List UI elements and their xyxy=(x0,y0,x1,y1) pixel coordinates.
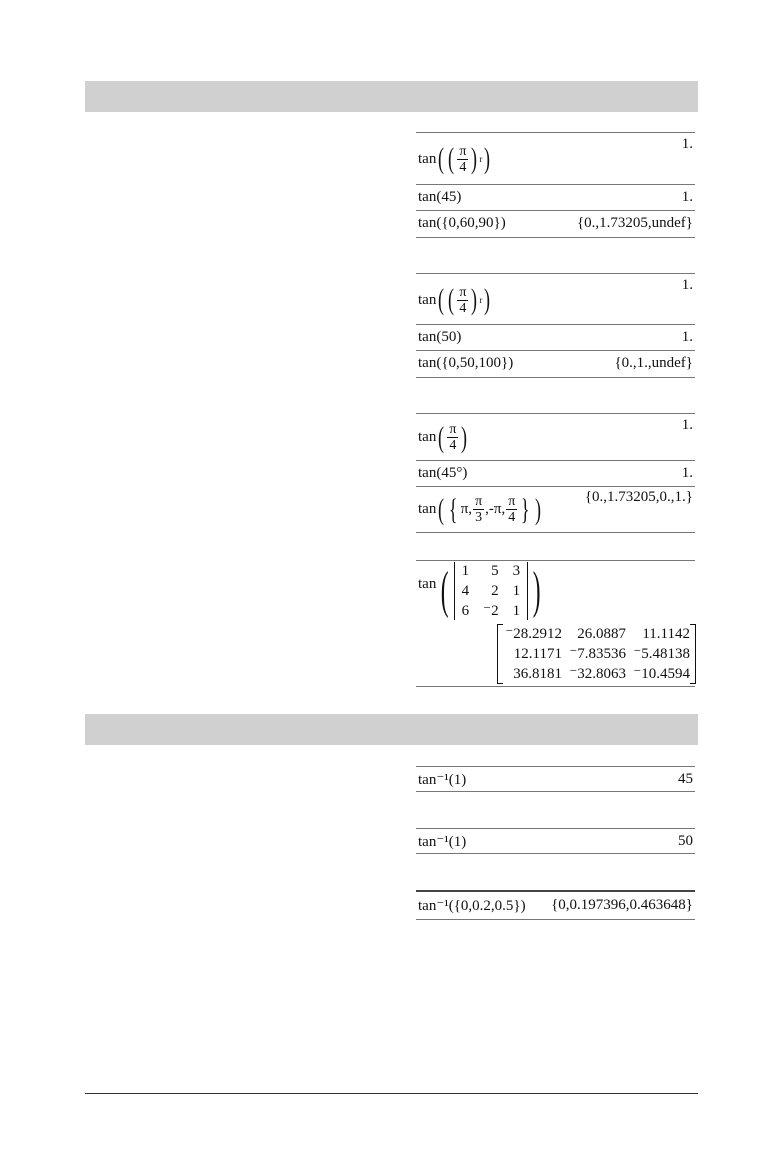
result: {0.,1.73205,0.,1.} xyxy=(584,489,693,505)
result: 1. xyxy=(681,417,693,433)
section-header-tan xyxy=(85,81,698,112)
matrix-cell: 5 xyxy=(491,563,499,579)
calc-row xyxy=(416,325,695,350)
calc-row xyxy=(416,134,695,184)
expression: tan ( ( $\frac{\pi}{4}$ ) r ) xyxy=(418,283,491,316)
rule xyxy=(416,919,695,920)
calc-row xyxy=(416,562,695,622)
expression: tan⁻¹({0,0.2,0.5}) xyxy=(418,897,526,914)
rule xyxy=(416,532,695,533)
expression: tan(45) xyxy=(418,189,462,205)
expression: tan ( { π, $\frac{\pi}{3}$ ,-π, $\frac{\pi}{4}$ } ) xyxy=(418,492,541,526)
rule xyxy=(416,560,695,561)
matrix-cell: 1 xyxy=(512,603,521,619)
calc-row xyxy=(416,892,695,918)
calc-row xyxy=(416,487,695,532)
expression: tan ( 1 5 3 4 2 1 6 ⁻2 1 ) xyxy=(418,562,545,622)
rule xyxy=(416,273,695,274)
matrix-cell: 3 xyxy=(512,563,521,579)
matrix-cell: 1 xyxy=(461,563,470,579)
matrix-cell: 1 xyxy=(512,583,521,599)
result: 1. xyxy=(681,277,693,293)
rule xyxy=(416,686,695,687)
rule xyxy=(416,377,695,378)
matrix-cell: 11.1142 xyxy=(642,626,690,642)
matrix-cell: ⁻28.2912 xyxy=(505,626,562,642)
matrix-cell: 2 xyxy=(491,583,499,599)
result: 50 xyxy=(678,832,693,849)
result: {0.,1.,undef} xyxy=(614,355,693,371)
section-header-arctan xyxy=(85,714,698,745)
footer-rule xyxy=(85,1093,698,1094)
matrix-cell: 36.8181 xyxy=(513,666,562,682)
expression: tan(50) xyxy=(418,329,462,345)
matrix-cell: ⁻5.48138 xyxy=(633,646,690,662)
rule xyxy=(416,853,695,854)
expression: tan ( ( $\frac{\pi}{4}$ ) r ) xyxy=(418,142,491,175)
result: 45 xyxy=(678,770,693,787)
matrix-cell: 26.0887 xyxy=(577,626,626,642)
result: 1. xyxy=(681,465,693,481)
result: 1. xyxy=(681,136,693,152)
calc-row xyxy=(416,415,695,460)
calc-row xyxy=(416,211,695,236)
matrix-cell: 6 xyxy=(461,603,470,619)
result: {0,0.197396,0.463648} xyxy=(551,896,693,913)
calc-row xyxy=(416,275,695,325)
calc-row xyxy=(416,461,695,486)
result: 1. xyxy=(681,329,693,345)
result: {0.,1.73205,undef} xyxy=(576,215,693,231)
matrix-cell: 4 xyxy=(461,583,470,599)
expression: tan⁻¹(1) xyxy=(418,771,467,788)
expression: tan(45°) xyxy=(418,465,468,481)
expression: tan({0,50,100}) xyxy=(418,355,514,371)
calc-row xyxy=(416,351,695,376)
matrix-cell: 12.1171 xyxy=(513,646,562,662)
calc-row xyxy=(416,185,695,210)
matrix-cell: ⁻32.8063 xyxy=(569,666,626,682)
matrix-cell: ⁻2 xyxy=(483,603,499,619)
result-matrix xyxy=(497,624,696,684)
rule xyxy=(416,237,695,238)
matrix-cell: ⁻10.4594 xyxy=(633,666,690,682)
rule xyxy=(416,132,695,133)
expression: tan({0,60,90}) xyxy=(418,215,506,231)
rule xyxy=(416,413,695,414)
calc-row xyxy=(416,829,695,853)
result: 1. xyxy=(681,189,693,205)
calc-row xyxy=(416,767,695,791)
rule xyxy=(416,791,695,792)
matrix-cell: ⁻7.83536 xyxy=(569,646,626,662)
expression: tan⁻¹(1) xyxy=(418,833,467,850)
expression: tan ( $\frac{\pi}{4}$ ) xyxy=(418,420,468,454)
input-matrix: ( 1 5 3 4 2 1 6 ⁻2 1 ) xyxy=(441,562,541,619)
